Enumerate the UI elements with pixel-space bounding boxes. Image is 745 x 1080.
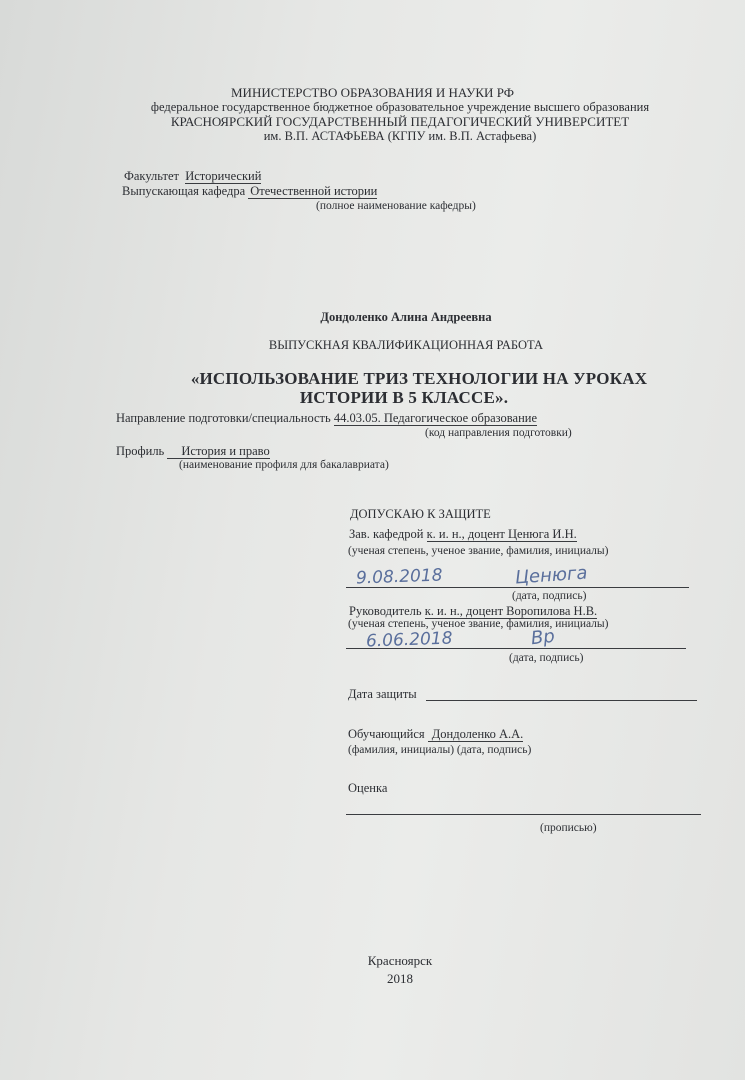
head-label: Зав. кафедрой: [349, 527, 424, 541]
supervisor-label: Руководитель: [349, 604, 422, 618]
head-caption: (ученая степень, ученое звание, фамилия, инициалы): [348, 545, 609, 557]
student-caption: (фамилия, инициалы) (дата, подпись): [348, 744, 532, 756]
institution-type: федеральное государственное бюджетное образовательное учреждение высшего образования: [150, 100, 650, 114]
supervisor-row: [349, 604, 597, 619]
supervisor-date-handwritten: 6.06.2018: [365, 628, 453, 652]
university-name: КРАСНОЯРСКИЙ ГОСУДАРСТВЕННЫЙ ПЕДАГОГИЧЕСКИЙ УНИВЕРСИТЕТ: [170, 114, 630, 129]
work-type: ВЫПУСКНАЯ КВАЛИФИКАЦИОННАЯ РАБОТА: [268, 338, 544, 352]
thesis-title-line-2: ИСТОРИИ В 5 КЛАССЕ».: [299, 388, 509, 407]
grade-label: Оценка: [348, 781, 388, 795]
student-row: [348, 727, 523, 742]
defense-date-line: [426, 700, 697, 701]
date-sign-caption-2: (дата, подпись): [509, 652, 584, 664]
faculty-row: [124, 169, 261, 184]
head-value: к. и. н., доцент Ценюга И.Н.: [426, 527, 577, 541]
profile-value: История и право: [167, 444, 269, 459]
supervisor-caption: (ученая степень, ученое звание, фамилия, инициалы): [348, 618, 609, 630]
grade-line: [346, 814, 701, 815]
profile-label: Профиль: [116, 444, 165, 458]
department-caption: (полное наименование кафедры): [316, 200, 476, 212]
defense-date-label: Дата защиты: [348, 687, 417, 701]
thesis-title-line-1: «ИСПОЛЬЗОВАНИЕ ТРИЗ ТЕХНОЛОГИИ НА УРОКАХ: [190, 369, 648, 388]
supervisor-value: к. и. н., доцент Воропилова Н.В.: [424, 604, 598, 618]
ministry-heading: МИНИСТЕРСТВО ОБРАЗОВАНИЯ И НАУКИ РФ: [231, 85, 514, 100]
direction-row: [116, 411, 537, 426]
student-value: Дондоленко А.А.: [428, 727, 524, 742]
faculty-label: Факультет: [124, 169, 179, 183]
author-name: Дондоленко Алина Андреевна: [320, 310, 492, 324]
head-signature: Ценюга: [514, 562, 589, 589]
head-date-handwritten: 9.08.2018: [355, 565, 443, 589]
direction-label: Направление подготовки/специальность: [116, 411, 331, 425]
direction-caption: (код направления подготовки): [425, 427, 572, 439]
department-value: Отечественной истории: [250, 184, 378, 198]
department-row: [122, 184, 377, 199]
approval-heading: ДОПУСКАЮ К ЗАЩИТЕ: [350, 507, 491, 521]
profile-caption: (наименование профиля для бакалавриата): [179, 459, 389, 471]
student-label: Обучающийся: [348, 727, 425, 741]
direction-value: 44.03.05. Педагогическое образование: [333, 411, 538, 425]
city: Красноярск: [367, 953, 433, 968]
date-sign-caption-1: (дата, подпись): [512, 590, 587, 602]
department-label: Выпускающая кафедра: [122, 184, 246, 198]
supervisor-signature: Вр: [529, 625, 556, 650]
university-named: им. В.П. АСТАФЬЕВА (КГПУ им. В.П. Астафьева): [263, 129, 537, 143]
head-row: [349, 527, 577, 542]
year: 2018: [387, 971, 413, 986]
grade-caption: (прописью): [540, 822, 597, 834]
faculty-value: Исторический: [185, 169, 262, 183]
profile-row: [116, 444, 270, 459]
